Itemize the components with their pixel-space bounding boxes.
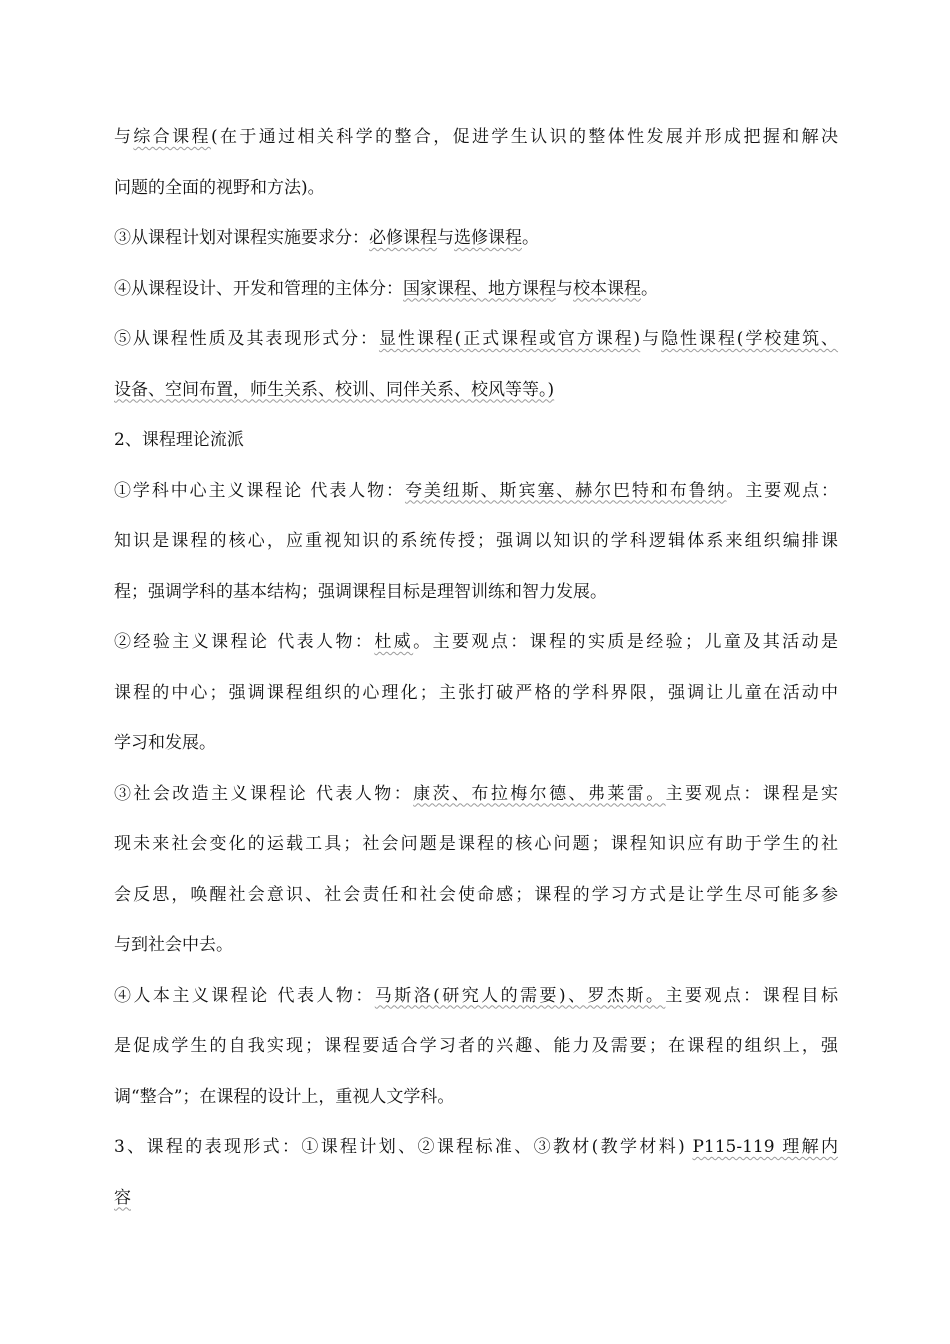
text-segment: 与到社会中去。: [114, 935, 233, 955]
text-line: [114, 976, 838, 1027]
text-segment: 3、课程的表现形式：①课程计划、②课程标准、③教材(教学材料): [114, 1137, 693, 1157]
text-segment: 与: [640, 329, 662, 349]
text-line: [114, 521, 838, 572]
text-segment: ④从课程设计、开发和管理的主体分：: [114, 278, 403, 299]
text-segment: 2、课程理论流派: [114, 430, 244, 450]
underlined-term: 隐性课程(学校建筑、: [661, 329, 839, 349]
text-segment: 。主要观点：课程的实质是经验；儿童及其活动是: [413, 632, 839, 652]
text-line: [114, 622, 838, 673]
text-segment: 现未来社会变化的运载工具；社会问题是课程的核心问题；课程知识应有助于学生的社: [114, 834, 838, 854]
underlined-term: 夸美纽斯、斯宾塞、赫尔巴特和布鲁纳: [404, 480, 727, 501]
text-segment: (在于通过相关科学的整合，促进学生认识的整体性发展并形成把握和解决: [210, 127, 839, 147]
text-line: [114, 875, 838, 926]
underlined-term: 显性课程(正式课程或官方课程): [378, 329, 641, 349]
underlined-term: 校本课程: [573, 278, 641, 299]
text-segment: 知识是课程的核心，应重视知识的系统传授；强调以知识的学科逻辑体系来组织编排课: [114, 531, 838, 551]
underlined-term: 选修课程: [454, 228, 522, 248]
text-segment: 主要观点：课程目标: [665, 985, 839, 1006]
underlined-term: 综合课程: [133, 127, 211, 147]
text-segment: 调“整合”；在课程的设计上，重视人文学科。: [114, 1086, 455, 1107]
text-segment: 与: [437, 228, 454, 248]
underlined-term: 康茨、布拉梅尔德、弗莱雷。: [413, 783, 666, 804]
text-segment: 会反思，唤醒社会意识、社会责任和社会使命感；课程的学习方式是让学生尽可能多参: [114, 884, 838, 905]
text-segment: 学习和发展。: [114, 733, 216, 753]
text-segment: 程；强调学科的基本结构；强调课程目标是理智训练和智力发展。: [114, 581, 607, 602]
text-line: [114, 824, 838, 875]
underlined-term: P115-119 理解内: [692, 1137, 838, 1157]
text-line: [114, 1127, 838, 1178]
text-line: [114, 723, 838, 774]
text-segment: 。: [641, 278, 658, 299]
text-segment: 与: [114, 127, 134, 147]
text-segment: ②经验主义课程论 代表人物：: [114, 632, 375, 652]
underlined-term: 马斯洛(研究人的需要)、罗杰斯。: [374, 985, 666, 1006]
underlined-term: 设备、空间布置，师生关系、校训、同伴关系、校风等等。): [114, 379, 555, 400]
underlined-term: 必修课程: [369, 228, 437, 248]
text-line: [114, 572, 838, 623]
underlined-term: 国家课程、地方课程: [403, 278, 556, 299]
text-line: [114, 1178, 838, 1229]
text-segment: 是促成学生的自我实现；课程要适合学习者的兴趣、能力及需要；在课程的组织上，强: [114, 1036, 838, 1056]
text-segment: 。: [522, 228, 539, 248]
text-line: [114, 1077, 838, 1128]
document-body: [114, 117, 838, 1228]
text-line: [114, 269, 838, 320]
text-line: [114, 117, 838, 168]
text-segment: ③从课程计划对课程实施要求分：: [114, 228, 369, 248]
text-segment: ③社会改造主义课程论 代表人物：: [114, 783, 414, 804]
text-line: [114, 168, 838, 219]
text-line: [114, 471, 838, 522]
text-segment: 问题的全面的视野和方法)。: [114, 177, 325, 198]
text-line: [114, 1026, 838, 1077]
text-segment: 主要观点：课程是实: [665, 783, 839, 804]
text-segment: ④人本主义课程论 代表人物：: [114, 985, 375, 1006]
text-segment: ①学科中心主义课程论 代表人物：: [114, 480, 405, 501]
text-segment: 与: [556, 278, 573, 299]
text-line: [114, 925, 838, 976]
text-line: [114, 319, 838, 370]
text-line: [114, 774, 838, 825]
underlined-term: 容: [114, 1187, 131, 1208]
text-segment: 课程的中心；强调课程组织的心理化；主张打破严格的学科界限，强调让儿童在活动中: [114, 682, 838, 703]
text-line: [114, 673, 838, 724]
text-line: [114, 218, 838, 269]
underlined-term: 杜威: [374, 632, 414, 652]
text-line: [114, 370, 838, 421]
text-line: [114, 420, 838, 471]
text-segment: 。主要观点：: [726, 480, 839, 501]
text-segment: ⑤从课程性质及其表现形式分：: [114, 329, 379, 349]
